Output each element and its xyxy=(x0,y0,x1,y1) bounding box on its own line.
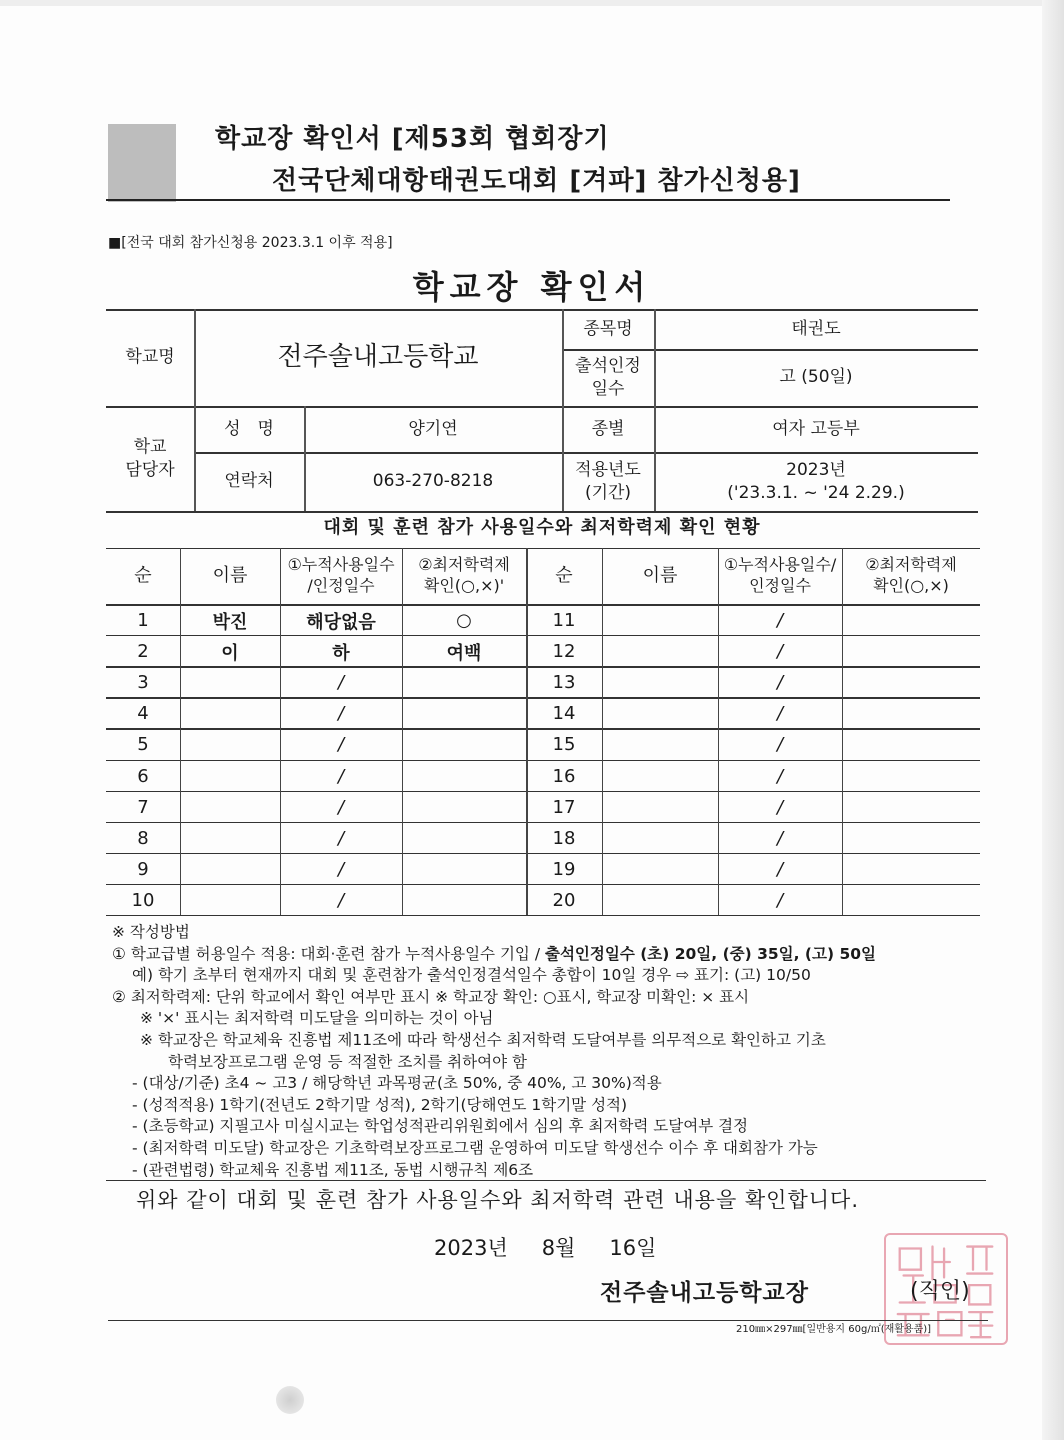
grid-cell-right-min xyxy=(842,698,980,729)
grid-header-no-right: 순 xyxy=(555,565,573,587)
grid-cell-left-days: / xyxy=(337,672,345,694)
grid-cell-left-min: ○ xyxy=(456,610,472,632)
grid-header-name-right: 이름 xyxy=(642,565,678,587)
paper-spec: 210㎜×297㎜[일반용지 60g/㎡(재활용품)] xyxy=(736,1324,932,1335)
header-line-2: 전국단체대항태권도대회 [겨파] 참가신청용] xyxy=(272,166,801,196)
grid-cell-left-days: 해당없음 xyxy=(306,611,376,633)
grid-cell-right-min xyxy=(842,667,980,698)
grid-header-min-right xyxy=(842,548,980,604)
grid-cell-left-no: 5 xyxy=(137,734,149,756)
grid-cell-left-name xyxy=(180,792,280,823)
grid-cell-left-no: 2 xyxy=(137,641,149,663)
grid-cell-left-min xyxy=(402,667,526,698)
seal-label: (직인) xyxy=(910,1279,970,1304)
grid-cell-right-days: / xyxy=(776,672,784,694)
grid-cell-right-min xyxy=(842,885,980,916)
grid-cell-right-no: 20 xyxy=(552,889,576,911)
instruction-1-b: 출석인정일수 (초) 20일, (중) 35일, (고) 50일 xyxy=(544,944,877,963)
attend-value: 고 (50일) xyxy=(779,367,853,388)
grid-cell-right-no: 11 xyxy=(552,610,576,632)
grid-cell-left-min xyxy=(402,885,526,916)
date-month: 8월 xyxy=(541,1236,576,1260)
confirmation-statement: 위와 같이 대회 및 훈련 참가 사용일수와 최저학력 관련 내용을 확인합니다. xyxy=(136,1188,860,1212)
school-label: 학교명 xyxy=(125,347,175,368)
year-value-line1: 2023년 xyxy=(786,459,846,480)
grid-cell-left-min xyxy=(402,761,526,792)
manager-name: 양기연 xyxy=(408,418,458,439)
grid-cell-left-days: / xyxy=(337,858,345,880)
year-label xyxy=(562,452,654,511)
document-title: 학교장 확인서 xyxy=(412,268,652,306)
year-label-line2: (기간) xyxy=(584,482,632,503)
grid-cell-right-name xyxy=(602,729,718,760)
grid-cell-right-no: 15 xyxy=(552,734,576,756)
grid-header-min-right-1: ②최저학력제 xyxy=(865,555,957,575)
grid-cell-left-name: 이 xyxy=(221,642,239,664)
grid-cell-right-name xyxy=(602,698,718,729)
attend-label xyxy=(562,349,654,406)
attend-label-line1: 출석인정 xyxy=(575,355,641,376)
grid-cell-right-days: / xyxy=(776,610,784,632)
grid-header-days-right-1: ①누적사용일수/ xyxy=(723,555,837,575)
grid-cell-left-days: / xyxy=(337,703,345,725)
grid-cell-left-min xyxy=(402,792,526,823)
grid-header-days-left-2: /인정일수 xyxy=(307,576,375,595)
grid-cell-left-name xyxy=(180,885,280,916)
grid-cell-right-name xyxy=(602,885,718,916)
grid-cell-left-days: / xyxy=(337,796,345,818)
grid-header-days-right-2: 인정일수 xyxy=(749,576,811,595)
grid-cell-left-no: 10 xyxy=(131,889,155,911)
grid-cell-left-name xyxy=(180,761,280,792)
principal-signature: 전주솔내고등학교장 xyxy=(600,1280,809,1306)
header-underline xyxy=(106,199,950,201)
instruction-below-minimum: - (최저학력 미도달) 학교장은 기초학력보장프로그램 운영하여 미도달 학생선수 이수 후 대회참가 가능 xyxy=(132,1138,818,1157)
instruction-note-principal: ※ 학교장은 학교체육 진흥법 제11조에 따라 학생선수 최저학력 도달여부를 의무적으로 확인하고 기초 xyxy=(140,1030,826,1049)
grid-cell-left-name: 박진 xyxy=(212,611,248,633)
instructions-title: ※ 작성방법 xyxy=(112,923,190,941)
instructions-bottom-line xyxy=(106,1180,986,1181)
grid-cell-right-no: 16 xyxy=(552,765,576,787)
grid-header-days-left-1: ①누적사용일수 xyxy=(287,555,395,575)
grid-cell-right-days: / xyxy=(776,889,784,911)
contact-value: 063-270-8218 xyxy=(372,471,494,492)
year-value-line2: ('23.3.1. ~ '24 2.29.) xyxy=(727,482,905,503)
grid-header-no-left: 순 xyxy=(134,565,152,587)
grid-cell-right-days: / xyxy=(776,827,784,849)
instruction-law: - (관련법령) 학교체육 진흥법 제11조, 동법 시행규칙 제6조 xyxy=(132,1160,534,1179)
grid-cell-left-days: / xyxy=(337,734,345,756)
grid-cell-left-no: 6 xyxy=(137,765,149,787)
instruction-2: ② 최저학력제: 단위 학교에서 확인 여부만 표시 ※ 학교장 확인: ○표시, 학교장 미확인: × 표시 xyxy=(112,987,750,1006)
contact-label: 연락처 xyxy=(224,471,274,492)
grid-cell-left-name xyxy=(180,667,280,698)
grid-cell-right-days: / xyxy=(776,734,784,756)
category-label: 종별 xyxy=(591,418,625,439)
instruction-note-principal-cont: 학력보장프로그램 운영 등 적절한 조치를 취하여야 함 xyxy=(168,1052,527,1071)
top-edge xyxy=(0,0,1064,6)
grid-cell-right-days: / xyxy=(776,858,784,880)
instruction-1 xyxy=(112,944,992,966)
grid-cell-right-days: / xyxy=(776,765,784,787)
grid-cell-left-min xyxy=(402,729,526,760)
name-label: 성 명 xyxy=(224,418,274,439)
instruction-note-x: ※ '×' 표시는 최저학력 미도달을 의미하는 것이 아님 xyxy=(140,1009,494,1028)
sport-value: 태권도 xyxy=(791,318,841,339)
instruction-1-a: ① 학교급별 허용일수 적용: 대회·훈련 참가 누적사용일수 기입 / xyxy=(112,944,545,963)
manager-label-line1: 학교 xyxy=(133,436,167,457)
grid-cell-right-name xyxy=(602,605,718,636)
grid-cell-right-name xyxy=(602,667,718,698)
grid-cell-left-days: / xyxy=(337,827,345,849)
grid-cell-right-min xyxy=(842,636,980,667)
grid-cell-right-min xyxy=(842,854,980,885)
grid-header-days-left xyxy=(280,548,402,604)
grid-cell-right-min xyxy=(842,761,980,792)
category-value: 여자 고등부 xyxy=(772,418,860,439)
issue-date xyxy=(434,1232,656,1262)
grid-header-days-right xyxy=(718,548,842,604)
grid-cell-right-no: 13 xyxy=(552,672,576,694)
attend-label-line2: 일수 xyxy=(591,378,625,399)
instruction-grades: - (성적적용) 1학기(전년도 2학기말 성적), 2학기(당해연도 1학기말 성적) xyxy=(132,1095,628,1114)
grid-cell-left-days: / xyxy=(337,889,345,911)
grid-cell-right-no: 17 xyxy=(552,796,576,818)
year-value xyxy=(654,452,978,511)
grid-cell-right-name xyxy=(602,636,718,667)
grid-cell-left-min xyxy=(402,698,526,729)
grid-cell-right-name xyxy=(602,761,718,792)
grid-cell-right-name xyxy=(602,854,718,885)
grid-cell-left-no: 9 xyxy=(137,858,149,880)
school-name: 전주솔내고등학교 xyxy=(277,341,479,372)
sport-label: 종목명 xyxy=(583,318,633,339)
instruction-example: 예) 학기 초부터 현재까지 대회 및 훈련참가 출석인정결석일수 총합이 10일 경우 ⇨ 표기: (고) 10/50 xyxy=(132,966,811,985)
grid-cell-left-min xyxy=(402,854,526,885)
grid-cell-right-no: 19 xyxy=(552,858,576,880)
grid-cell-right-no: 18 xyxy=(552,827,576,849)
grid-header-min-left xyxy=(402,548,526,604)
grid-cell-left-days: 하 xyxy=(332,642,350,664)
grid-cell-right-days: / xyxy=(776,796,784,818)
grid-cell-right-min xyxy=(842,792,980,823)
manager-label-line2: 담당자 xyxy=(125,459,175,480)
grid-header-min-left-1: ②최저학력제 xyxy=(418,555,510,575)
usage-section-heading: 대회 및 훈련 참가 사용일수와 최저학력제 확인 현황 xyxy=(323,517,761,538)
grid-cell-left-no: 3 xyxy=(137,672,149,694)
grid-cell-right-min xyxy=(842,605,980,636)
grid-cell-right-min xyxy=(842,729,980,760)
year-label-line1: 적용년도 xyxy=(575,459,641,480)
manager-label xyxy=(106,406,194,511)
grid-cell-left-days: / xyxy=(337,765,345,787)
grid-cell-right-name xyxy=(602,823,718,854)
grid-cell-right-name xyxy=(602,792,718,823)
grid-cell-right-days: / xyxy=(776,641,784,663)
grid-line xyxy=(106,548,980,549)
grid-cell-left-name xyxy=(180,729,280,760)
grid-cell-right-no: 14 xyxy=(552,703,576,725)
grid-cell-left-min: 여백 xyxy=(446,642,482,664)
grid-cell-left-no: 1 xyxy=(137,610,149,632)
instructions xyxy=(112,922,992,1181)
grid-cell-left-name xyxy=(180,823,280,854)
grid-header-min-left-2: 확인(○,×)' xyxy=(423,576,505,595)
grid-cell-left-no: 4 xyxy=(137,703,149,725)
grid-cell-left-name xyxy=(180,698,280,729)
grid-cell-right-no: 12 xyxy=(552,641,576,663)
scan-smudge xyxy=(276,1386,304,1414)
usage-note: ■[전국 대회 참가신청용 2023.3.1 이후 적용] xyxy=(108,235,393,251)
header-line-1: 학교장 확인서 [제53회 협회장기 xyxy=(215,124,610,154)
grid-cell-right-min xyxy=(842,823,980,854)
date-day: 16일 xyxy=(609,1236,657,1260)
grid-cell-left-no: 8 xyxy=(137,827,149,849)
grid-cell-left-no: 7 xyxy=(137,796,149,818)
grid-cell-right-days: / xyxy=(776,703,784,725)
grid-header-min-right-2: 확인(○,×) xyxy=(873,576,949,595)
grid-header-name-left: 이름 xyxy=(212,565,248,587)
header-gray-box xyxy=(108,124,176,202)
instruction-target: - (대상/기준) 초4 ~ 고3 / 해당학년 과목평균(초 50%, 중 40%, 고 30%)적용 xyxy=(132,1074,662,1093)
instruction-elementary: - (초등학교) 지필고사 미실시교는 학업성적관리위원회에서 심의 후 최저학력 도달여부 결정 xyxy=(132,1117,749,1136)
grid-cell-left-min xyxy=(402,823,526,854)
paper-edge-shadow xyxy=(1042,0,1064,1440)
date-year: 2023년 xyxy=(434,1236,508,1260)
grid-cell-left-name xyxy=(180,854,280,885)
